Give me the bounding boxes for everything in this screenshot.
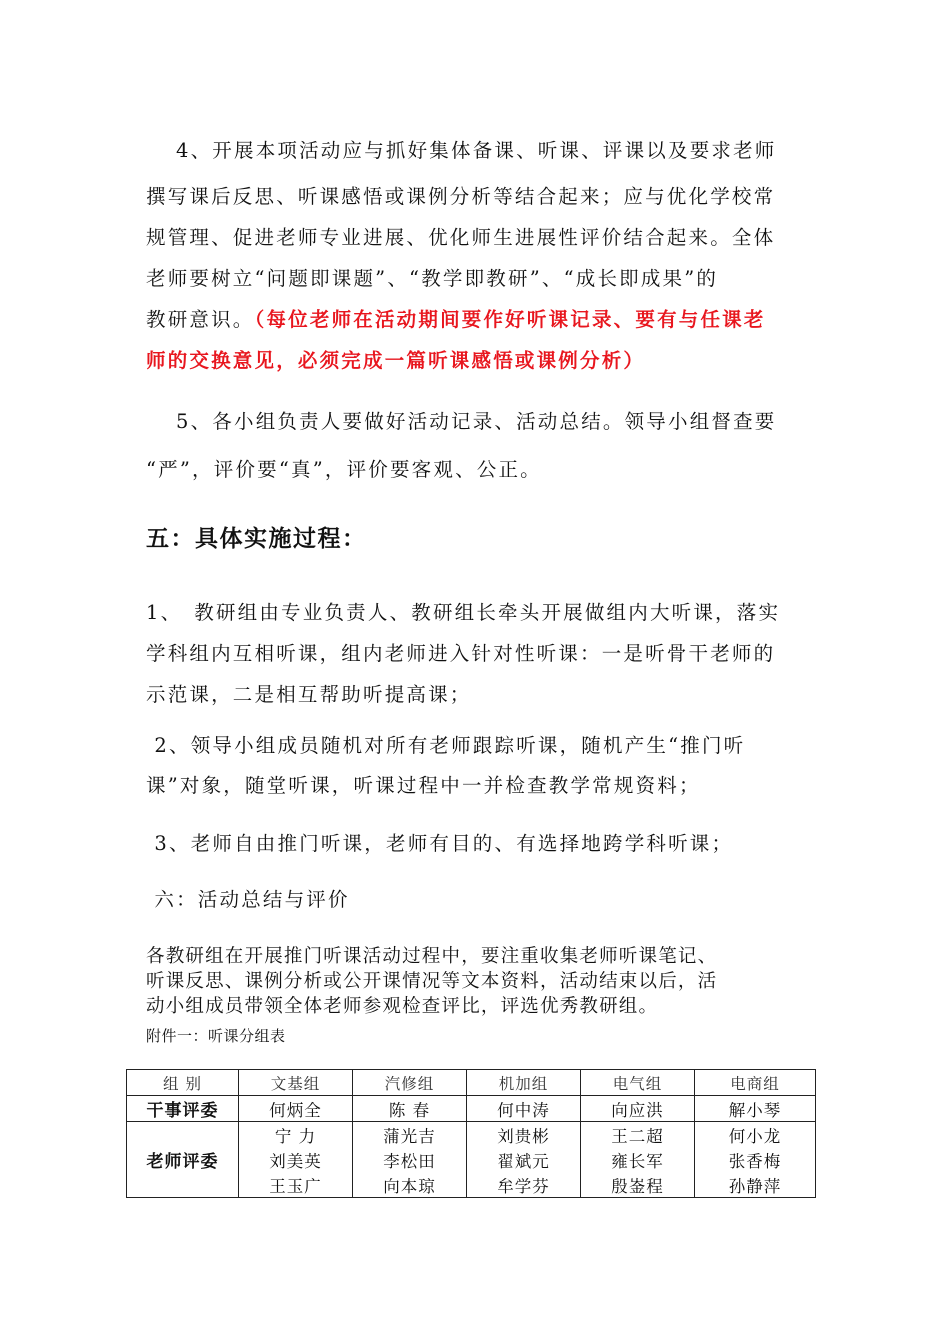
table-cell: 何小龙 xyxy=(695,1122,816,1148)
table-cell: 解小琴 xyxy=(695,1096,816,1122)
row-label-cadre: 干事评委 xyxy=(127,1096,239,1122)
table-header-cell: 电气组 xyxy=(581,1070,695,1096)
section-5-heading: 五：具体实施过程： xyxy=(146,526,367,552)
table-cell: 向应洪 xyxy=(581,1096,695,1122)
section-6-line: 听课反思、课例分析或公开课情况等文本资料，活动结束以后，活 xyxy=(146,971,718,992)
step-1-line: 1、 教研组由专业负责人、教研组长牵头开展做组内大听课，落实 xyxy=(146,601,781,624)
table-cell: 王玉广 xyxy=(239,1172,353,1198)
item-4-emphasis-text: （每位老师在活动期间要作好听课记录、要有与任课老 xyxy=(254,308,766,331)
table-cell: 孙静萍 xyxy=(695,1172,816,1198)
step-3-line: 3、老师自由推门听课，老师有目的、有选择地跨学科听课； xyxy=(146,832,734,855)
item-4-mixed-line xyxy=(146,299,806,340)
table-cell: 刘美英 xyxy=(239,1147,353,1172)
step-1-paragraph xyxy=(146,592,806,715)
table-cell: 向本琼 xyxy=(353,1172,467,1198)
table-row-teacher xyxy=(127,1122,816,1148)
table-header-cell: 汽修组 xyxy=(353,1070,467,1096)
item-5-paragraph xyxy=(146,398,806,494)
section-6-body xyxy=(146,944,806,1019)
table-header-row xyxy=(127,1070,816,1096)
step-2-paragraph xyxy=(146,726,806,806)
table-header-cell: 机加组 xyxy=(467,1070,581,1096)
table-cell: 何炳全 xyxy=(239,1096,353,1122)
item-5-line: “严”，评价要“真”，评价要客观、公正。 xyxy=(146,458,542,481)
table-cell: 牟学芬 xyxy=(467,1172,581,1198)
item-4-paragraph xyxy=(146,130,806,171)
section-6-line: 动小组成员带领全体老师参观检查评比，评选优秀教研组。 xyxy=(146,996,659,1017)
item-4-line: 规管理、促进老师专业进展、优化师生进展性评价结合起来。全体 xyxy=(146,226,776,249)
item-4-tail-text: 教研意识。 xyxy=(146,308,255,331)
step-2-line: 2、领导小组成员随机对所有老师跟踪听课，随机产生“推门听 xyxy=(146,734,746,757)
item-5-line: 5、各小组负责人要做好活动记录、活动总结。领导小组督查要 xyxy=(176,410,777,433)
step-1-line: 学科组内互相听课，组内老师进入针对性听课：一是听骨干老师的 xyxy=(146,642,776,665)
table-row-cadre xyxy=(127,1096,816,1122)
table-header-cell: 电商组 xyxy=(695,1070,816,1096)
table-header-cell: 文基组 xyxy=(239,1070,353,1096)
row-label-teacher: 老师评委 xyxy=(127,1122,239,1198)
attachment-label: 附件一：听课分组表 xyxy=(146,1027,286,1045)
table-cell: 翟斌元 xyxy=(467,1147,581,1172)
section-6-line: 各教研组在开展推门听课活动过程中，要注重收集老师听课笔记、 xyxy=(146,946,718,967)
table-cell: 陈 春 xyxy=(353,1096,467,1122)
item-4-line: 老师要树立“问题即课题”、“教学即教研”、“成长即成果”的 xyxy=(146,267,719,290)
table-cell: 雍长军 xyxy=(581,1147,695,1172)
table-cell: 殷崟程 xyxy=(581,1172,695,1198)
step-3-paragraph xyxy=(146,824,806,864)
section-6-heading-text: 六：活动总结与评价 xyxy=(146,888,350,911)
table-cell: 李松田 xyxy=(353,1147,467,1172)
group-table xyxy=(126,1069,816,1198)
table-cell: 蒲光吉 xyxy=(353,1122,467,1148)
step-2-line: 课”对象，随堂听课，听课过程中一并检查教学常规资料； xyxy=(146,774,701,797)
section-6-heading xyxy=(146,880,806,920)
table-cell: 宁 力 xyxy=(239,1122,353,1148)
table-cell: 何中涛 xyxy=(467,1096,581,1122)
item-4-paragraph-continued xyxy=(146,176,806,381)
table-header-cell: 组 别 xyxy=(127,1070,239,1096)
table-cell: 刘贵彬 xyxy=(467,1122,581,1148)
item-4-emphasis-line: 师的交换意见，必须完成一篇听课感悟或课例分析） xyxy=(146,349,646,372)
step-1-line: 示范课，二是相互帮助听提高课； xyxy=(146,683,472,706)
item-4-line: 4、开展本项活动应与抓好集体备课、听课、评课以及要求老师 xyxy=(176,139,777,162)
table-cell: 王二超 xyxy=(581,1122,695,1148)
table-cell: 张香梅 xyxy=(695,1147,816,1172)
item-4-line: 撰写课后反思、听课感悟或课例分析等结合起来；应与优化学校常 xyxy=(146,185,776,208)
